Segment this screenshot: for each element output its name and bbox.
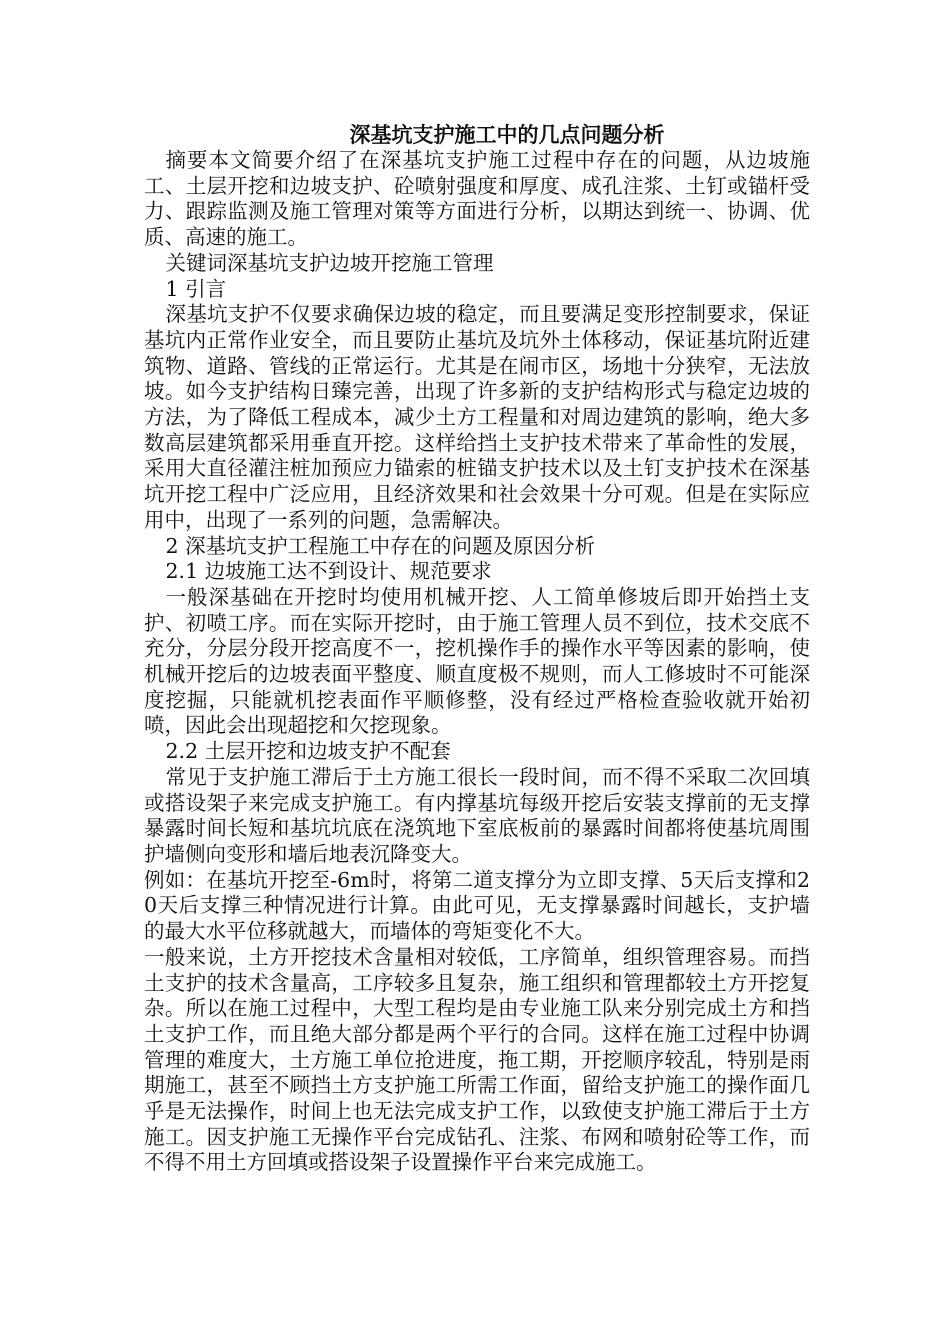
section-2-2-heading: 2.2 土层开挖和边坡支护不配套 bbox=[165, 739, 451, 764]
section-2-2-paragraph-2: 例如：在基坑开挖至-6m时，将第二道支撑分为立即支撑、5天后支撑和20天后支撑三种情况进行计算。由此可见，无支撑暴露时间越长，支护墙的最大水平位移就越大，而墙体的弯矩变化不大。 bbox=[144, 867, 810, 944]
section-1-heading: 1 引言 bbox=[165, 276, 227, 301]
document-title: 深基坑支护施工中的几点问题分析 bbox=[349, 122, 665, 147]
section-2-2-paragraph-1: 常见于支护施工滞后于土方施工很长一段时间，而不得不采取二次回填或搭设架子来完成支护施工。有内撑基坑每级开挖后安装支撑前的无支撑暴露时间长短和基坑坑底在浇筑地下室底板前的暴露时间都将使基坑周围护墙侧向变形和墙后地表沉降变大。 bbox=[144, 764, 810, 866]
section-2-1-heading: 2.1 边坡施工达不到设计、规范要求 bbox=[165, 559, 492, 584]
section-2-2-paragraph-3: 一般来说，土方开挖技术含量相对较低，工序简单，组织管理容易。而挡土支护的技术含量高，工序较多且复杂，施工组织和管理都较土方开挖复杂。所以在施工过程中，大型工程均是由专业施工队来分别完成土方和挡土支护工作，而且绝大部分都是两个平行的合同。这样在施工过程中协调管理的难度大，土方施工单位抢进度，拖工期，开挖顺序较乱，特别是雨期施工，甚至不顾挡土方支护施工所需工作面，留给支护施工的操作面几乎是无法操作，时间上也无法完成支护工作，以致使支护施工滞后于土方施工。因支护施工无操作平台完成钻孔、注浆、布网和喷射砼等工作，而不得不用土方回填或搭设架子设置操作平台来完成施工。 bbox=[144, 944, 810, 1175]
abstract-paragraph: 摘要本文简要介绍了在深基坑支护施工过程中存在的问题，从边坡施工、土层开挖和边坡支护、砼喷射强度和厚度、成孔注浆、土钉或锚杆受力、跟踪监测及施工管理对策等方面进行分析，以期达到统一、协调、优质、高速的施工。 bbox=[144, 148, 810, 250]
section-1-paragraph: 深基坑支护不仅要求确保边坡的稳定，而且要满足变形控制要求，保证基坑内正常作业安全，而且要防止基坑及坑外土体移动，保证基坑附近建筑物、道路、管线的正常运行。尤其是在闹市区，场地十分狭窄，无法放坡。如今支护结构日臻完善，出现了许多新的支护结构形式与稳定边坡的方法，为了降低工程成本，减少土方工程量和对周边建筑的影响，绝大多数高层建筑都采用垂直开挖。这样给挡土支护技术带来了革命性的发展，采用大直径灌注桩加预应力锚索的桩锚支护技术以及土钉支护技术在深基坑开挖工程中广泛应用，且经济效果和社会效果十分可观。但是在实际应用中，出现了一系列的问题，急需解决。 bbox=[144, 302, 810, 532]
section-2-heading: 2 深基坑支护工程施工中存在的问题及原因分析 bbox=[165, 533, 596, 558]
section-2-1-paragraph: 一般深基础在开挖时均使用机械开挖、人工简单修坡后即开始挡土支护、初喷工序。而在实际开挖时，由于施工管理人员不到位，技术交底不充分，分层分段开挖高度不一，挖机操作手的操作水平等因素的影响，使机械开挖后的边坡表面平整度、顺直度极不规则，而人工修坡时不可能深度挖掘，只能就机挖表面作平顺修整，没有经过严格检查验收就开始初喷，因此会出现超挖和欠挖现象。 bbox=[144, 584, 810, 738]
document-body bbox=[144, 121, 810, 1176]
keywords-line: 关键词深基坑支护边坡开挖施工管理 bbox=[165, 250, 494, 275]
